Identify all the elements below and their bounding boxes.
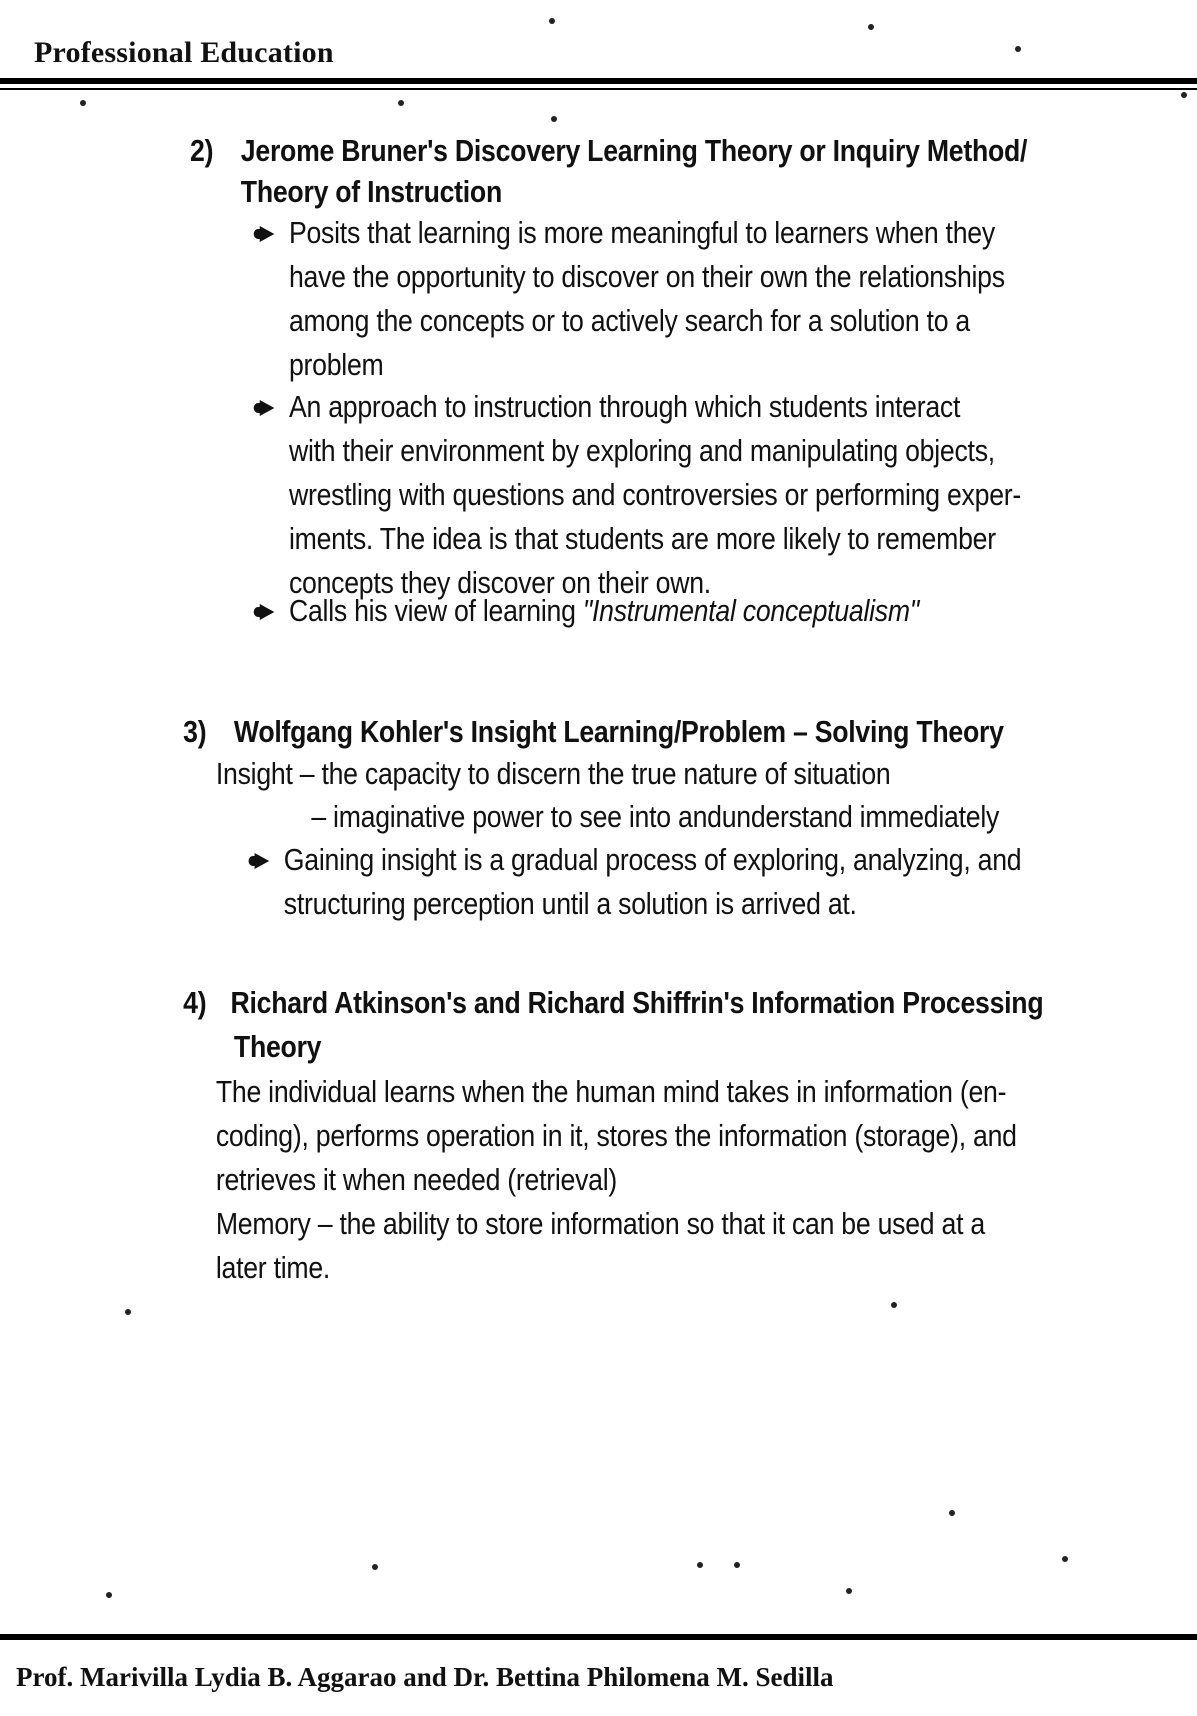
page-header-title: Professional Education — [34, 36, 334, 69]
section-title-line: Richard Atkinson's and Richard Shiffrin's Information Processing — [230, 985, 1044, 1020]
arrow-bullet-icon — [260, 400, 275, 416]
bullet-text — [284, 838, 1022, 926]
bullet-text — [289, 589, 919, 633]
scan-speck — [846, 1588, 852, 1594]
text-line: structuring perception until a solution is arrived at. — [283, 886, 857, 921]
scan-speck — [891, 1302, 897, 1308]
arrow-bullet-icon — [255, 853, 270, 869]
definition-line: – imaginative power to see into andunderstand immediately — [311, 799, 1000, 834]
text-line: coding), performs operation in it, stores the information (storage), and — [215, 1118, 1017, 1153]
arrow-bullet-icon — [260, 226, 275, 242]
bullet-text — [289, 211, 1005, 387]
scan-speck — [372, 1564, 378, 1570]
scan-speck — [734, 1562, 740, 1568]
section-number: 2) — [190, 133, 214, 168]
scan-speck — [106, 1592, 112, 1598]
text-line: with their environment by exploring and manipulating objects, — [288, 433, 995, 468]
section-title-line: Jerome Bruner's Discovery Learning Theory or Inquiry Method/ — [240, 133, 1028, 168]
header-rule-thin — [0, 88, 1197, 90]
section-title-line: Theory of Instruction — [240, 174, 502, 209]
scan-speck — [125, 1309, 131, 1315]
text-line: later time. — [215, 1250, 331, 1285]
section-title-line: Theory — [233, 1029, 322, 1064]
section-number: 3) — [183, 714, 207, 749]
text-line: Memory – the ability to store information so that it can be used at a — [215, 1206, 985, 1241]
scan-speck — [949, 1510, 955, 1516]
paragraph — [216, 1070, 1017, 1290]
definition-line: Insight – the capacity to discern the true nature of situation — [215, 756, 891, 791]
text-line: Gaining insight is a gradual process of exploring, analyzing, and — [283, 842, 1022, 877]
scan-speck — [549, 18, 555, 24]
emphasis-term: "Instrumental conceptualism" — [582, 593, 920, 628]
text-line: An approach to instruction through which students interact — [288, 389, 961, 424]
footer-authors: Prof. Marivilla Lydia B. Aggarao and Dr. Bettina Philomena M. Sedilla — [16, 1662, 834, 1692]
section-number: 4) — [183, 985, 207, 1020]
scan-speck — [868, 24, 874, 30]
scan-speck — [1181, 92, 1187, 98]
scan-speck — [1015, 46, 1021, 52]
scan-speck — [80, 100, 86, 106]
text-line: retrieves it when needed (retrieval) — [215, 1162, 618, 1197]
text-line: Posits that learning is more meaningful to learners when they — [288, 215, 995, 250]
section-title — [230, 981, 1043, 1069]
text-line: wrestling with questions and controversies or performing exper- — [288, 477, 1022, 512]
text-line: The individual learns when the human mind takes in information (en- — [215, 1074, 1007, 1109]
scan-speck — [697, 1562, 703, 1568]
scan-speck — [551, 116, 557, 122]
text-line: Calls his view of learning — [288, 593, 583, 628]
scan-speck — [398, 100, 404, 106]
footer-rule — [0, 1634, 1197, 1640]
arrow-bullet-icon — [260, 604, 275, 620]
text-line: have the opportunity to discover on their own the relationships — [288, 259, 1005, 294]
section-title: Wolfgang Kohler's Insight Learning/Problem – Solving Theory — [233, 714, 1004, 749]
scan-speck — [1062, 1556, 1068, 1562]
bullet-text — [289, 385, 1021, 605]
text-line: among the concepts or to actively search for a solution to a — [288, 303, 970, 338]
text-line: concepts they discover on their own. — [288, 565, 711, 600]
text-line: problem — [288, 347, 384, 382]
text-line: iments. The idea is that students are more likely to remember — [288, 521, 996, 556]
header-rule — [0, 78, 1197, 84]
section-title — [241, 129, 1027, 214]
